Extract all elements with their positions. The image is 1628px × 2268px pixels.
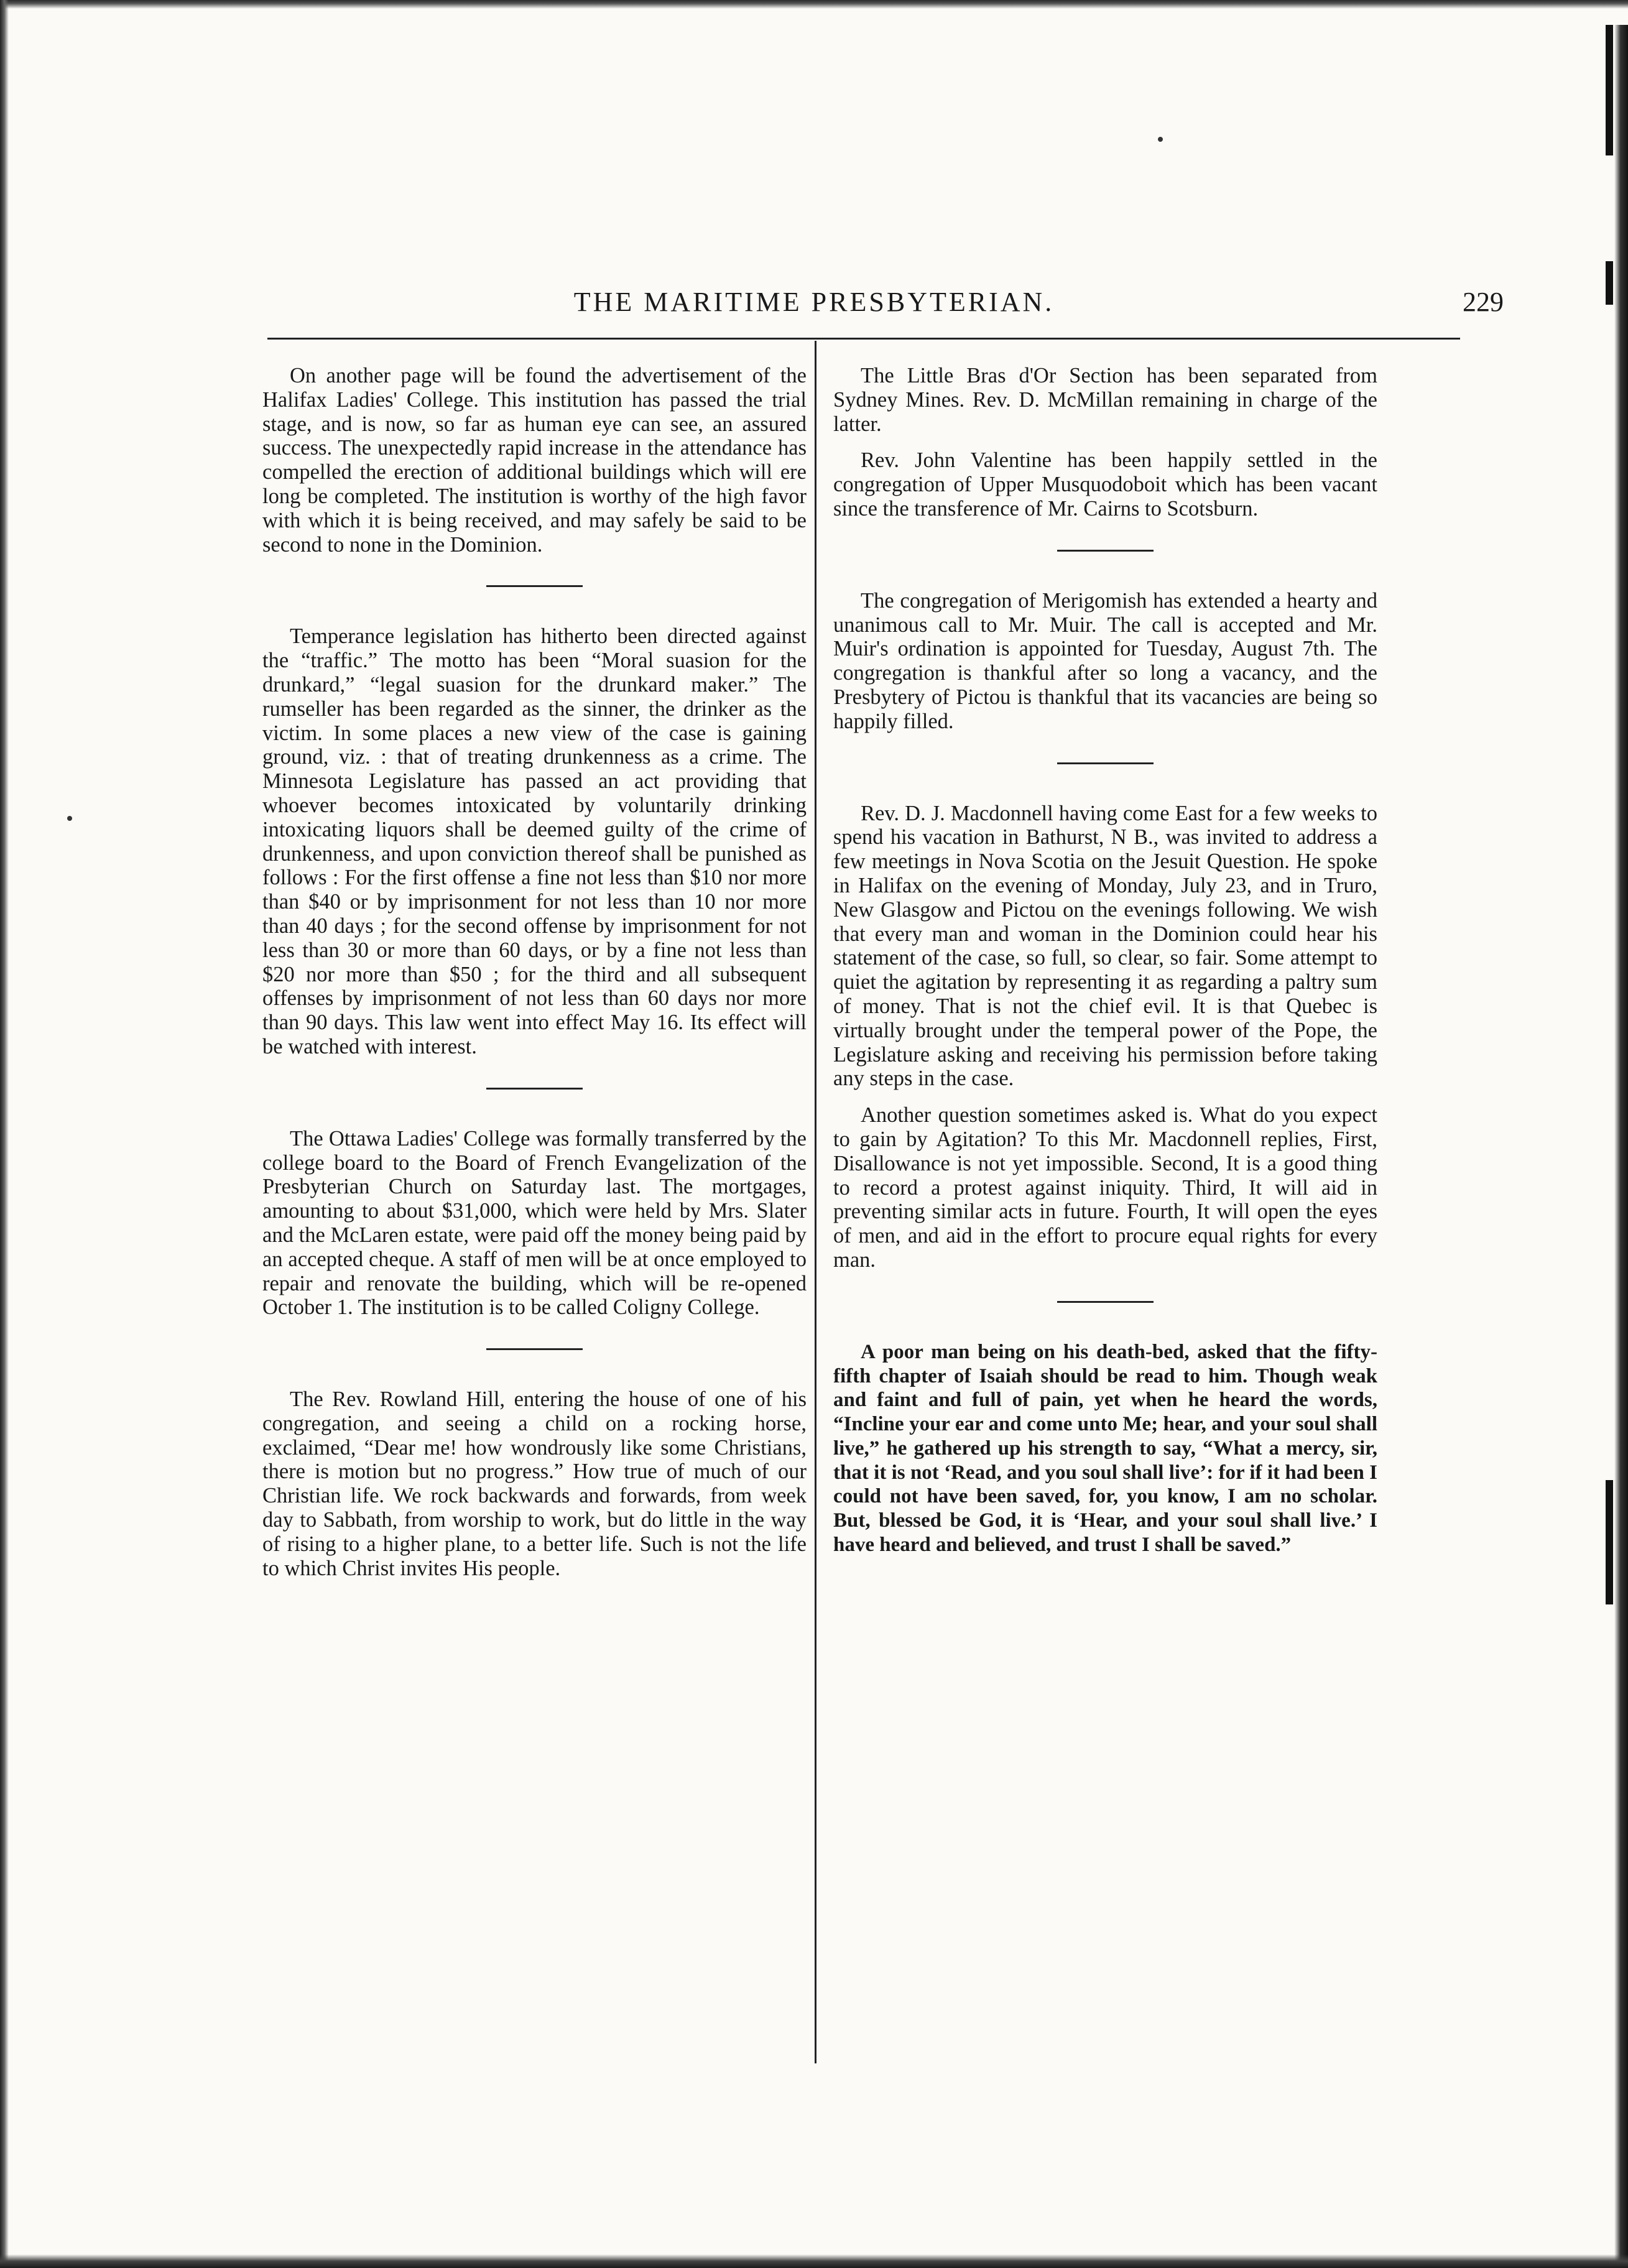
article-jesuit-question (833, 802, 1377, 1272)
column-divider (815, 341, 816, 2063)
article-paragraph: On another page will be found the advertisement of the Halifax Ladies' College. This institution has passed the trial stage, and is now, so far as human eye can see, an assured success. The unexpectedly rapid increase in the attendance has compelled the erection of additional buildings which will ere long be completed. The institution is worthy of the high favor with which it is being received, and may safely be said to be second to none in the Dominion. (262, 364, 807, 557)
page-edge-left (0, 0, 9, 2268)
article-paragraph: The Ottawa Ladies' College was formally transferred by the college board to the Board of French Evangelization of the Presbyterian Church on Saturday last. The mortgages, amounting to about $31,000, which were held by Mrs. Slater and the McLaren estate, were paid off the money being paid by an accepted cheque. A staff of men will be at once employed to repair and renovate the building, which will be re-opened October 1. The institution is to be called Coligny College. (262, 1126, 807, 1320)
article-paragraph: A poor man being on his death-bed, asked that the fifty-fifth chapter of Isaiah should be read to him. Though weak and faint and full of pain, yet when he heard the words, “Incline your ear and come unto Me; hear, and your soul shall live,” he gathered up his strength to say, “What a mercy, sir, that it is not ‘Read, and you soul shall live’: for if it had been I could not have been saved, for, you know, I am no scholar. But, blessed be God, it is ‘Hear, and your soul shall live.’ I have heard and believed, and trust I shall be saved.” (833, 1340, 1377, 1557)
article-church-news (833, 364, 1377, 521)
page-edge-right (1614, 25, 1628, 2264)
article-paragraph: Another question sometimes asked is. What do you expect to gain by Agitation? To this Mr. Macdonnell replies, First, Disallowance is not yet impossible. Second, It is a good thing to record a protest against iniquity. Third, It will aid in preventing similar acts in future. Fourth, It will open the eyes of men, and aid in the effort to procure equal rights for every man. (833, 1103, 1377, 1272)
article-separator (486, 585, 583, 587)
article-paragraph: Rev. D. J. Macdonnell having come East for a few weeks to spend his vacation in Bathurst, N B., was invited to address a few meetings in Nova Scotia on the Jesuit Question. He spoke in Halifax on the evening of Monday, July 23, and in Truro, New Glasgow and Pictou on the evenings following. We wish that every man and woman in the Dominion could hear his statement of the case, so full, so clear, so fair. Some attempt to quiet the agitation by representing it as regarding a paltry sum of money. That is not the chief evil. It is that Quebec is virtually brought under the temperal power of the Pope, the Legislature asking and receiving his permission before taking any steps in the case. (833, 801, 1377, 1091)
print-speck (67, 816, 72, 821)
article-ottawa-ladies-college (262, 1127, 807, 1320)
article-paragraph: The Little Bras d'Or Section has been separated from Sydney Mines. Rev. D. McMillan remaining in charge of the latter. (833, 364, 1377, 436)
article-separator (486, 1348, 583, 1350)
article-paragraph: Rev. John Valentine has been happily settled in the congregation of Upper Musquodoboit which has been vacant since the transference of Mr. Cairns to Scotsburn. (833, 448, 1377, 521)
article-rowland-hill (262, 1387, 807, 1580)
right-column (833, 364, 1377, 1557)
print-speck (1158, 137, 1163, 142)
article-death-bed (833, 1340, 1377, 1557)
article-separator (1057, 762, 1154, 764)
page-number: 229 (1463, 287, 1504, 317)
article-paragraph: The Rev. Rowland Hill, entering the house of one of his congregation, and seeing a child on a rocking horse, exclaimed, “Dear me! how wondrously like some Christians, there is motion but no progress.” How true of much of our Christian life. We rock backwards and forwards, from week day to Sabbath, from worship to work, but do little in the way of rising to a higher plane, to a better life. Such is not the life to which Christ invites His people. (262, 1387, 807, 1580)
article-paragraph: Temperance legislation has hitherto been directed against the “traffic.” The motto has been “Moral suasion for the drunkard,” “legal suasion for the drunkard maker.” The rumseller has been regarded as the sinner, the drinker as the victim. In some places a new view of the case is gaining ground, viz. : that of treating drunkenness as a crime. The Minnesota Legislature has passed an act providing that whoever becomes intoxicated by voluntarily drinking intoxicating liquors shall be deemed guilty of the crime of drunkenness, and upon conviction thereof shall be punished as follows : For the first offense a fine not less than $10 nor more than $40 or by imprisonment for not less than 10 nor more than 40 days ; for the second offense by imprisonment for not less than 30 or more than 60 days, or by a fine not less than $20 nor more than $50 ; for the third and all subsequent offenses by imprisonment of not less than 60 days nor more than 90 days. This law went into effect May 16. Its effect will be watched with interest. (262, 624, 807, 1058)
article-temperance-legislation (262, 624, 807, 1058)
article-separator (1057, 550, 1154, 552)
article-separator (486, 1088, 583, 1090)
page-title: THE MARITIME PRESBYTERIAN. (573, 287, 1055, 317)
page-edge-top (0, 0, 1628, 9)
page-edge-mark (1606, 25, 1613, 155)
page-edge-bottom (0, 2254, 1628, 2268)
article-halifax-ladies-college (262, 364, 807, 557)
article-paragraph: The congregation of Merigomish has extended a hearty and unanimous call to Mr. Muir. The call is accepted and Mr. Muir's ordination is appointed for Tuesday, August 7th. The congregation is thankful after so long a vacancy, and the Presbytery of Pictou is thankful that its vacancies are being so happily filled. (833, 588, 1377, 733)
page-edge-mark (1606, 1480, 1613, 1604)
article-separator (1057, 1301, 1154, 1303)
article-merigomish-call (833, 589, 1377, 734)
left-column (262, 364, 807, 1580)
header-rule (267, 338, 1460, 340)
